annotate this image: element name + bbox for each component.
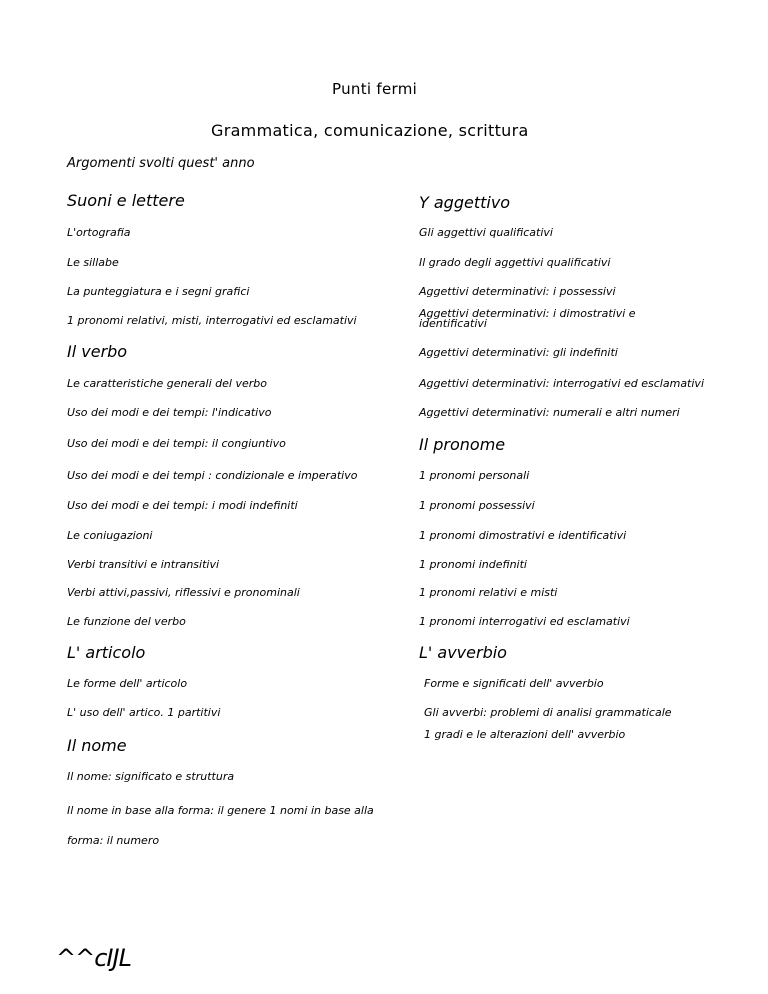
list-item: Verbi transitivi e intransitivi [67, 558, 220, 571]
list-item: Uso dei modi e dei tempi: l'indicativo [67, 406, 272, 419]
list-item: Le funzione del verbo [67, 615, 186, 628]
section-heading-suoni: Suoni e lettere [67, 191, 185, 210]
list-item: 1 pronomi possessivi [419, 499, 535, 512]
list-item: Le caratteristiche generali del verbo [67, 377, 267, 390]
list-item: L'ortografia [67, 226, 131, 239]
list-item: Le sillabe [67, 256, 119, 269]
list-item: Il grado degli aggettivi qualificativi [419, 256, 611, 269]
list-item: La punteggiatura e i segni grafici [67, 285, 250, 298]
list-item: Verbi attivi,passivi, riflessivi e pronominali [67, 586, 300, 599]
list-item: Aggettivi determinativi: i possessivi [419, 285, 616, 298]
list-item: 1 gradi e le alterazioni dell' avverbio [424, 728, 626, 741]
list-item: Uso dei modi e dei tempi: i modi indefiniti [67, 499, 298, 512]
section-heading-verbo: Il verbo [67, 342, 128, 361]
section-heading-aggettivo: Y aggettivo [419, 193, 511, 212]
list-item: Forme e significati dell' avverbio [424, 677, 604, 690]
list-item: Aggettivi determinativi: numerali e altri numeri [419, 406, 680, 419]
section-heading-pronome: Il pronome [419, 435, 506, 454]
list-item: Uso dei modi e dei tempi : condizionale e imperativo [67, 469, 358, 482]
list-item: 1 pronomi relativi, misti, interrogativi ed esclamativi [67, 314, 357, 327]
list-item: 1 pronomi relativi e misti [419, 586, 558, 599]
list-item: 1 pronomi dimostrativi e identificativi [419, 529, 627, 542]
section-heading-nome: Il nome [67, 736, 127, 755]
list-item: Le coniugazioni [67, 529, 153, 542]
list-item: Aggettivi determinativi: gli indefiniti [419, 346, 618, 359]
list-item: Uso dei modi e dei tempi: il congiuntivo [67, 437, 286, 450]
signature-mark: ^^cIJL [56, 944, 131, 972]
list-item: Aggettivi determinativi: interrogativi ed esclamativi [419, 377, 704, 390]
list-item: Gli aggettivi qualificativi [419, 226, 553, 239]
list-item: Aggettivi determinativi: i dimostrativi e identificativi [419, 307, 636, 330]
section-heading-avverbio: L' avverbio [419, 643, 507, 662]
section-heading-articolo: L' articolo [67, 643, 146, 662]
list-item: Il nome: significato e struttura [67, 770, 235, 783]
list-item: forma: il numero [67, 834, 160, 847]
document-subtitle: Grammatica, comunicazione, scrittura [211, 121, 529, 140]
list-item: 1 pronomi indefiniti [419, 558, 527, 571]
document-title: Punti fermi [332, 80, 418, 98]
list-item: Gli avverbi: problemi di analisi grammaticale [424, 706, 672, 719]
list-item: L' uso dell' artico. 1 partitivi [67, 706, 221, 719]
list-item: Le forme dell' articolo [67, 677, 188, 690]
intro-text: Argomenti svolti quest' anno [67, 156, 255, 171]
list-item: Il nome in base alla forma: il genere 1 nomi in base alla [67, 804, 374, 817]
list-item: 1 pronomi personali [419, 469, 530, 482]
list-item: 1 pronomi interrogativi ed esclamativi [419, 615, 630, 628]
